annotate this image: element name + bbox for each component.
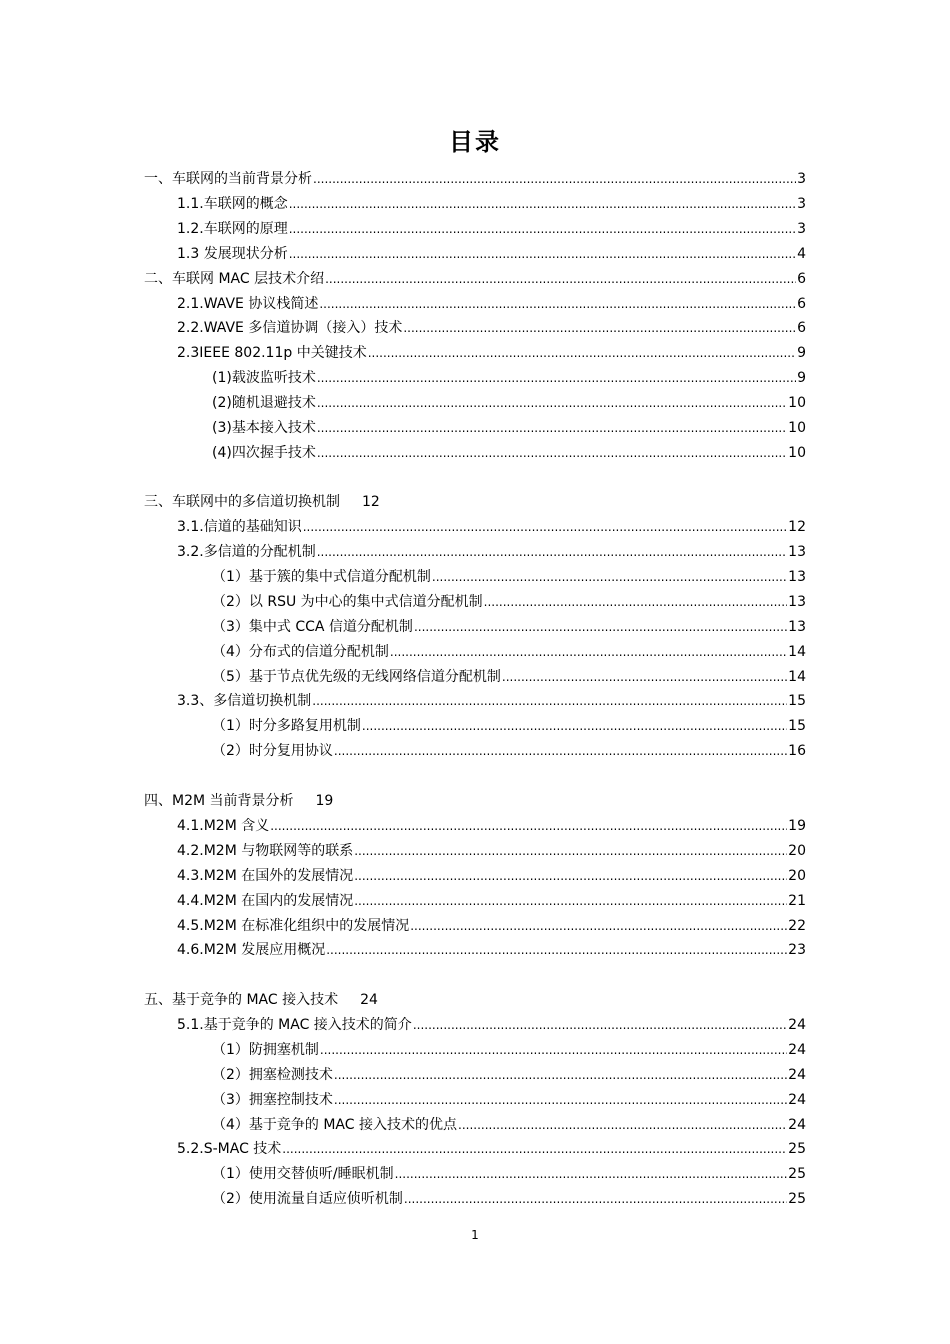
dot-leader (334, 1089, 787, 1111)
toc-entry-page: 15 (788, 693, 806, 709)
toc-entry[interactable] (212, 367, 806, 389)
toc-entry-label: 1.1.车联网的概念 (177, 196, 288, 212)
dot-leader (403, 317, 796, 339)
toc-entry-label: （3）拥塞控制技术 (212, 1092, 333, 1108)
toc-entry-page: 16 (788, 743, 806, 759)
toc-entry-label: （2）拥塞检测技术 (212, 1067, 333, 1083)
toc-entry-label: （2）使用流量自适应侦听机制 (212, 1191, 403, 1207)
toc-entry-page: 21 (788, 893, 806, 909)
toc-entry-page: 25 (788, 1141, 806, 1157)
toc-entry[interactable] (212, 1064, 806, 1086)
dot-leader (334, 1064, 787, 1086)
toc-entry-label: 4.3.M2M 在国外的发展情况 (177, 868, 354, 884)
dot-leader (390, 641, 787, 663)
toc-entry-page: 10 (788, 395, 806, 411)
toc-entry[interactable] (144, 989, 398, 1011)
toc-entry-label: (3)基本接入技术 (212, 420, 316, 436)
toc-entry[interactable] (177, 317, 806, 339)
toc-entry-label: 4.5.M2M 在标准化组织中的发展情况 (177, 918, 410, 934)
toc-entry-label: 3.2.多信道的分配机制 (177, 544, 316, 560)
toc-entry[interactable] (212, 566, 806, 588)
toc-entry-label: （5）基于节点优先级的无线网络信道分配机制 (212, 669, 501, 685)
toc-entry-page: 12 (788, 519, 806, 535)
toc-entry-label: （4）分布式的信道分配机制 (212, 644, 389, 660)
toc-entry[interactable] (177, 840, 806, 862)
toc-entry-label: 四、M2M 当前背景分析 (144, 793, 294, 809)
toc-entry[interactable] (144, 491, 440, 513)
toc-entry-page: 10 (788, 420, 806, 436)
toc-entry-label: 三、车联网中的多信道切换机制 (144, 494, 340, 510)
toc-entry[interactable] (212, 392, 806, 414)
dot-leader (404, 1188, 787, 1210)
toc-entry-label: （1）防拥塞机制 (212, 1042, 319, 1058)
toc-entry[interactable] (177, 342, 806, 364)
toc-entry-label: 4.2.M2M 与物联网等的联系 (177, 843, 354, 859)
toc-entry-page: 25 (788, 1191, 806, 1207)
toc-entry-label: 4.6.M2M 发展应用概况 (177, 942, 326, 958)
toc-entry-page: 10 (788, 445, 806, 461)
toc-entry[interactable] (177, 939, 806, 961)
toc-entry-label: 2.1.WAVE 协议栈简述 (177, 296, 319, 312)
toc-entry[interactable] (177, 865, 806, 887)
dot-leader (317, 442, 787, 464)
dot-leader (320, 1039, 787, 1061)
toc-entry-label: 3.1.信道的基础知识 (177, 519, 302, 535)
toc-entry-page: 24 (788, 1017, 806, 1033)
toc-entry-label: 五、基于竞争的 MAC 接入技术 (144, 992, 339, 1008)
toc-entry-page: 3 (797, 171, 806, 187)
toc-entry-label: 1.3 发展现状分析 (177, 246, 288, 262)
toc-entry[interactable] (212, 1163, 806, 1185)
toc-entry-label: （3）集中式 CCA 信道分配机制 (212, 619, 413, 635)
dot-leader (319, 293, 796, 315)
toc-entry[interactable] (177, 815, 806, 837)
toc-entry-label: (4)四次握手技术 (212, 445, 316, 461)
toc-entry-page: 6 (797, 271, 806, 287)
dot-leader (334, 740, 787, 762)
dot-leader (395, 1163, 788, 1185)
toc-entry-page: 19 (788, 818, 806, 834)
toc-entry-label: （4）基于竞争的 MAC 接入技术的优点 (212, 1117, 457, 1133)
toc-entry[interactable] (212, 740, 806, 762)
dot-leader (414, 616, 787, 638)
toc-entry[interactable] (212, 442, 806, 464)
toc-entry[interactable] (177, 243, 806, 265)
dot-leader (410, 915, 787, 937)
dot-leader (289, 218, 796, 240)
toc-entry[interactable] (177, 193, 806, 215)
toc-entry-page: 6 (797, 320, 806, 336)
toc-entry-page: 13 (788, 569, 806, 585)
toc-entry-page: 6 (797, 296, 806, 312)
toc-entry-page: 22 (788, 918, 806, 934)
toc-entry-page: 13 (788, 544, 806, 560)
dot-leader (270, 815, 787, 837)
toc-entry-label: （1）使用交替侦听/睡眠机制 (212, 1166, 394, 1182)
toc-entry-page: 13 (788, 619, 806, 635)
toc-entry-label: （1）基于簇的集中式信道分配机制 (212, 569, 431, 585)
toc-entry[interactable] (177, 541, 806, 563)
toc-entry-label: 5.1.基于竞争的 MAC 接入技术的简介 (177, 1017, 412, 1033)
toc-entry-page: 23 (788, 942, 806, 958)
toc-entry[interactable] (177, 1014, 806, 1036)
dot-leader (326, 939, 787, 961)
toc-entry[interactable] (144, 268, 806, 290)
toc-entry-label: 4.4.M2M 在国内的发展情况 (177, 893, 354, 909)
toc-entry-label: 二、车联网 MAC 层技术介绍 (144, 271, 325, 287)
toc-entry[interactable] (212, 591, 806, 613)
dot-leader (282, 1138, 787, 1160)
dot-leader (289, 193, 796, 215)
toc-entry-label: （1）时分多路复用机制 (212, 718, 361, 734)
toc-entry[interactable] (177, 1138, 806, 1160)
toc-entry[interactable] (144, 790, 334, 812)
dot-leader (289, 243, 796, 265)
dot-leader (458, 1114, 787, 1136)
toc-entry[interactable] (177, 293, 806, 315)
toc-entry-page: 20 (788, 843, 806, 859)
dot-leader (502, 666, 787, 688)
toc-entry-page: 3 (797, 221, 806, 237)
toc-entry-label: （2）以 RSU 为中心的集中式信道分配机制 (212, 594, 483, 610)
dot-leader (312, 690, 787, 712)
dot-leader (354, 840, 787, 862)
toc-entry-page: 13 (788, 594, 806, 610)
toc-entry-label: 1.2.车联网的原理 (177, 221, 288, 237)
toc-entry-page: 25 (788, 1166, 806, 1182)
toc-entry[interactable] (212, 1188, 806, 1210)
dot-leader (317, 367, 796, 389)
toc-entry-label: 5.2.S-MAC 技术 (177, 1141, 282, 1157)
toc-entry[interactable] (212, 616, 806, 638)
dot-leader (354, 865, 787, 887)
dot-leader (368, 342, 796, 364)
toc-entry[interactable] (177, 516, 806, 538)
dot-leader (303, 516, 787, 538)
toc-entry-page: 9 (797, 370, 806, 386)
dot-leader (432, 566, 787, 588)
toc-entry-page: 14 (788, 644, 806, 660)
toc-entry[interactable] (144, 168, 806, 190)
toc-entry-label: 一、车联网的当前背景分析 (144, 171, 312, 187)
toc-entry-page: 20 (788, 868, 806, 884)
toc-entry-label: 3.3、多信道切换机制 (177, 693, 312, 709)
dot-leader (362, 715, 787, 737)
toc-entry[interactable] (177, 690, 806, 712)
dot-leader (317, 417, 787, 439)
toc-entry-page: 24 (788, 1092, 806, 1108)
toc-entry-page: 24 (788, 1067, 806, 1083)
page-number: 1 (471, 1228, 479, 1242)
dot-leader (313, 168, 796, 190)
toc-entry-label: 2.2.WAVE 多信道协调（接入）技术 (177, 320, 403, 336)
dot-leader (484, 591, 788, 613)
toc-entry-label: （2）时分复用协议 (212, 743, 333, 759)
toc-entry-page: 14 (788, 669, 806, 685)
toc-entry[interactable] (177, 890, 806, 912)
dot-leader (354, 890, 787, 912)
toc-entry[interactable] (212, 1114, 806, 1136)
toc-entry-label: (1)载波监听技术 (212, 370, 316, 386)
dot-leader (317, 392, 787, 414)
dot-leader (317, 541, 787, 563)
toc-entry-label: 4.1.M2M 含义 (177, 818, 270, 834)
toc-entry[interactable] (212, 1039, 806, 1061)
toc-entry-page: 24 (788, 1117, 806, 1133)
toc-entry[interactable] (212, 1089, 806, 1111)
toc-entry-page: 4 (797, 246, 806, 262)
toc-entry-page: 3 (797, 196, 806, 212)
dot-leader (413, 1014, 787, 1036)
toc-entry[interactable] (212, 417, 806, 439)
toc-entry[interactable] (212, 641, 806, 663)
toc-entry-page: 12 (362, 494, 380, 510)
toc-entry[interactable] (212, 715, 806, 737)
dot-leader (325, 268, 796, 290)
toc-entry[interactable] (177, 218, 806, 240)
toc-entry[interactable] (212, 666, 806, 688)
toc-entry-page: 9 (797, 345, 806, 361)
toc-entry-page: 24 (360, 992, 378, 1008)
toc-entry-label: (2)随机退避技术 (212, 395, 316, 411)
toc-entry-page: 19 (315, 793, 334, 809)
toc-entry-label: 2.3IEEE 802.11p 中关键技术 (177, 345, 367, 361)
toc-entry-page: 15 (788, 718, 806, 734)
toc-entry[interactable] (177, 915, 806, 937)
toc-entry-page: 24 (788, 1042, 806, 1058)
toc-title: 目录 (449, 128, 501, 156)
